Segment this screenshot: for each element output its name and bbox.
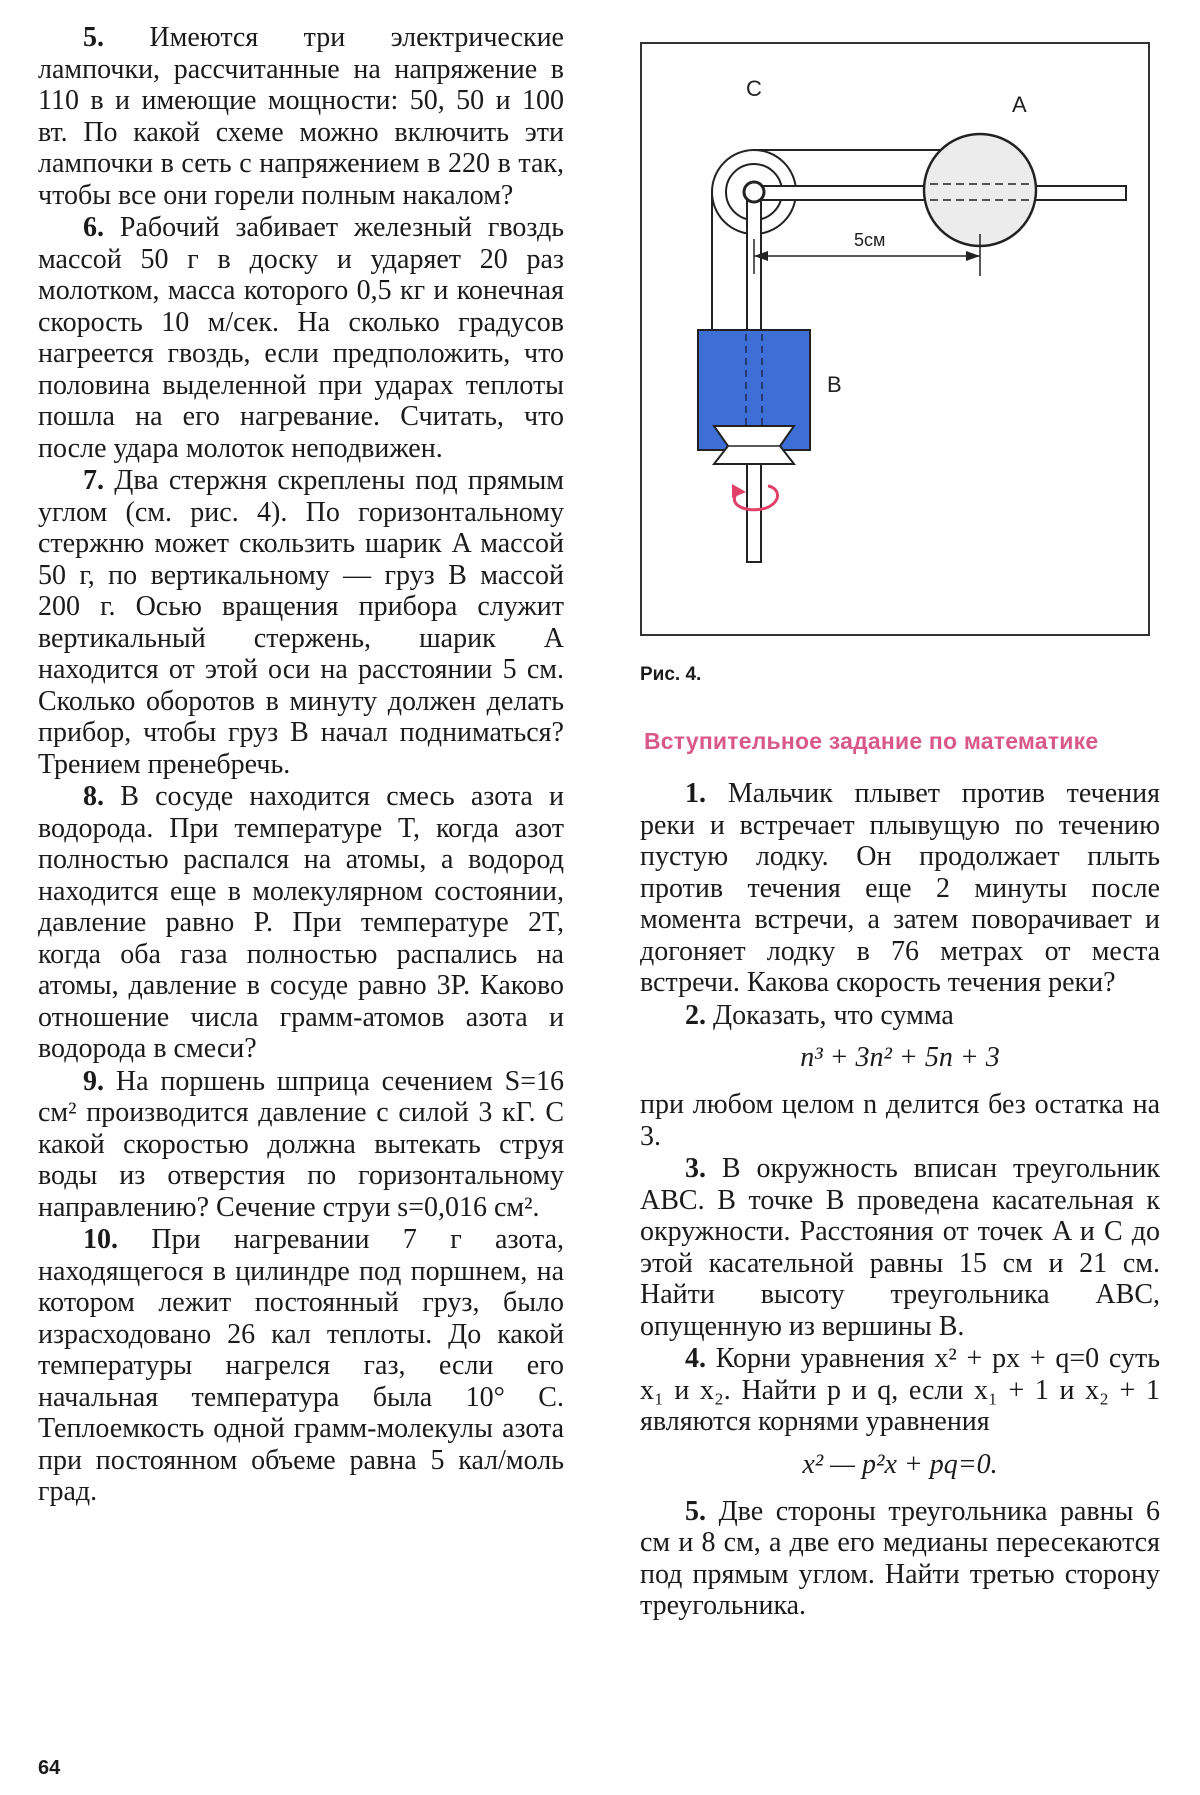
physics-problem-9: 9. На поршень шприца сечением S=16 см² производится давление с силой 3 кГ. С какой скоростью должна вытекать струя воды из отверстия по горизонтальному направлению? Сечение струи s=0,016 см². — [38, 1065, 564, 1223]
label-c: C — [746, 76, 762, 101]
math-problem-4-formula: x² — p²x + pq=0. — [802, 1448, 998, 1480]
physics-problem-10: 10. При нагревании 7 г азота, находящегося в цилиндре под поршнем, на котором лежит постоянный груз, было израсходовано 26 кал теплоты. До какой температуры нагрелся газ, если его начальная температура была 10° С. Теплоемкость одной грамм-молекулы азота при постоянном объеме равна 5 кал/моль град. — [38, 1224, 564, 1507]
page-number: 64 — [38, 1757, 61, 1779]
physics-problem-6: 6. Рабочий забивает железный гвоздь массой 50 г в доску и ударяет 20 раз молотком, масса которого 0,5 кг и конечная скорость 10 м/сек. На сколько градусов нагреется гвоздь, если предположить, что половина выделенной при ударах теплоты пошла на его нагревание. Считать, что после удара молоток неподвижен. — [38, 212, 564, 464]
math-problem-4: 4. Корни уравнения x² + px + q=0 суть x₁ и x₂. Найти p и q, если x₁ + 1 и x₂ + 1 являются корнями уравнения — [640, 1343, 1160, 1437]
rotation-arrowhead — [732, 484, 746, 498]
figure-4 — [640, 42, 1150, 636]
physics-problems-column — [38, 22, 564, 1509]
math-section-title: Вступительное задание по математике — [644, 728, 1099, 754]
math-problems-column — [640, 778, 1160, 1623]
distance-label: 5см — [854, 230, 886, 250]
math-problem-5: 5. Две стороны треугольника равны 6 см и 8 см, а две его медианы пересекаются под прямым углом. Найти третью сторону треугольника. — [640, 1495, 1161, 1621]
distance-arrow-right — [966, 251, 980, 261]
physics-problem-7: 7. Два стержня скреплены под прямым углом (см. рис. 4). По горизонтальному стержню может скользить шарик A массой 50 г, по вертикальному — груз B массой 200 г. Осью вращения прибора служит вертикальный стержень, шарик A находится от этой оси на расстоянии 5 см. Сколько оборотов в минуту должен делать прибор, чтобы груз B начал подниматься? Трением пренебречь. — [38, 465, 565, 780]
physics-problem-8: 8. В сосуде находится смесь азота и водорода. При температуре T, когда азот полностью распался на атомы, а водород находится еще в молекулярном состоянии, давление равно P. При температуре 2T, когда оба газа полностью распались на атомы, давление в сосуде равно 3P. Каково отношение числа грамм-атомов азота и водорода в смеси? — [38, 781, 565, 1064]
math-problem-2: 2. Доказать, что сумма — [685, 999, 954, 1031]
figure-4-diagram — [642, 44, 1148, 634]
math-problem-3: 3. В окружность вписан треугольник ABC. В точке B проведена касательная к окружности. Расстояния от точек A и C до этой касательной равны 15 см и 21 см. Найти высоту треугольника ABC, опущенную из вершины B. — [640, 1153, 1161, 1342]
label-b: B — [827, 372, 842, 397]
pulley-c-axle — [744, 182, 764, 202]
math-problem-2-continuation: при любом целом n делится без остатка на 3. — [640, 1089, 1160, 1152]
label-a: A — [1012, 92, 1027, 117]
math-problem-1: 1. Мальчик плывет против течения реки и встречает плывущую по течению пустую лодку. Он продолжает плыть против течения еще 2 минуты после момента встречи, а затем поворачивает и догоняет лодку в 76 метрах от места встречи. Какова скорость течения реки? — [640, 778, 1160, 998]
physics-problem-5: 5. Имеются три электрические лампочки, рассчитанные на напряжение в 110 в и имеющие мощности: 50, 50 и 100 вт. По какой схеме можно включить эти лампочки в сеть с напряжением в 220 в так, чтобы все они горели полным накалом? — [38, 22, 564, 211]
math-problem-2-formula: n³ + 3n² + 5n + 3 — [800, 1042, 1000, 1073]
ball-a — [924, 134, 1036, 246]
figure-caption: Рис. 4. — [640, 664, 702, 685]
